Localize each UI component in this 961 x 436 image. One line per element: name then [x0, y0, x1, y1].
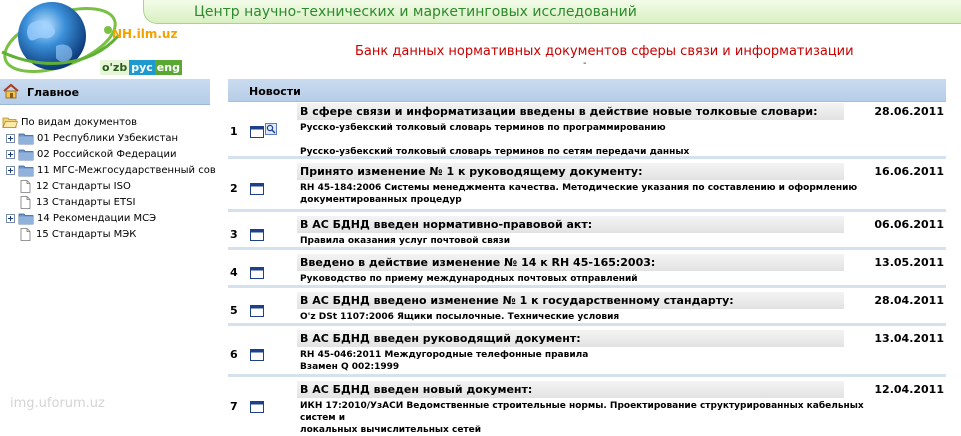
expand-icon[interactable] — [6, 166, 15, 175]
news-title[interactable]: В АС БДНД введено изменение № 1 к государственному стандарту: — [297, 292, 844, 309]
news-line[interactable]: Русско-узбекский толковый словарь терминов по сетям передачи данных — [300, 147, 690, 157]
news-number: 3 — [230, 228, 238, 241]
news-title[interactable]: В АС БДНД введен руководящий документ: — [297, 330, 844, 347]
tree-item-label: 14 Рекомендации МСЭ — [37, 212, 157, 224]
home-label: Главное — [27, 86, 80, 99]
tree-item-itu[interactable] — [6, 210, 210, 226]
header — [0, 0, 961, 78]
news-line-gap — [300, 134, 900, 146]
news-line[interactable]: Русско-узбекский толковый словарь терминов по программированию — [300, 123, 666, 133]
news-date: 06.06.2011 — [874, 218, 944, 231]
window-icon[interactable] — [250, 267, 264, 279]
tree-item-iso[interactable] — [6, 178, 210, 194]
news-date: 28.04.2011 — [874, 294, 944, 307]
news-item — [228, 162, 946, 212]
lang-uzbek-button[interactable]: o'zb — [102, 61, 128, 74]
tree-item-iec[interactable] — [6, 226, 210, 242]
tree-item-etsi[interactable] — [6, 194, 210, 210]
news-body — [300, 273, 900, 285]
news-title[interactable]: В АС БДНД введен нормативно-правовой акт: — [297, 216, 844, 233]
news-icons — [250, 349, 264, 361]
document-icon — [20, 180, 31, 193]
news-number: 4 — [230, 266, 238, 279]
news-number: 6 — [230, 348, 238, 361]
news-title[interactable]: Принято изменение № 1 к руководящему документу: — [297, 163, 844, 180]
watermark-text: img.uforum.uz — [10, 396, 105, 411]
news-line[interactable]: ИКН 17:2010/УзАСИ Ведомственные строительные нормы. Проектирование структурированных кабельных систем и — [300, 401, 864, 423]
news-line[interactable]: документированных процедур — [300, 195, 462, 205]
news-number: 2 — [230, 182, 238, 195]
expand-icon[interactable] — [6, 214, 15, 223]
news-icons — [250, 267, 264, 279]
news-line[interactable]: Руководство по приему международных почтовых отправлений — [300, 274, 638, 284]
news-date: 16.06.2011 — [874, 165, 944, 178]
tree-item-uzbekistan[interactable] — [6, 130, 210, 146]
news-item — [228, 329, 946, 377]
bank-title: Банк данных нормативных документов сферы связи и информатизации — [355, 44, 854, 59]
header-banner — [143, 0, 961, 24]
news-body — [300, 400, 900, 436]
news-line[interactable]: O'z DSt 1107:2006 Ящики посылочные. Технические условия — [300, 312, 620, 322]
home-icon — [3, 83, 19, 99]
news-body — [300, 182, 900, 206]
news-item — [228, 102, 946, 159]
window-icon[interactable] — [250, 401, 264, 413]
tree-item-label: 01 Республики Узбекистан — [37, 132, 179, 144]
tree-item-mgs[interactable] — [6, 162, 216, 178]
tree-item-russia[interactable] — [6, 146, 210, 162]
tree-item-label: 02 Российской Федерации — [37, 148, 177, 160]
news-icons — [250, 401, 264, 413]
news-date: 12.04.2011 — [874, 383, 944, 396]
news-line[interactable]: RH 45-046:2011 Междугородные телефонные правила — [300, 350, 589, 360]
tree-root[interactable] — [2, 114, 137, 130]
site-name[interactable]: NH.ilm.uz — [112, 27, 178, 41]
news-item — [228, 253, 946, 288]
expand-icon[interactable] — [6, 150, 15, 159]
news-title[interactable]: В АС БДНД введен новый документ: — [297, 381, 844, 398]
news-line[interactable]: Правила оказания услуг почтовой связи — [300, 236, 511, 246]
news-number: 7 — [230, 400, 238, 413]
window-icon[interactable] — [250, 229, 264, 241]
tree-item-label: 15 Стандарты МЭК — [36, 228, 137, 240]
news-item — [228, 215, 946, 250]
news-icons — [250, 305, 264, 317]
window-icon[interactable] — [250, 126, 264, 138]
folder-icon — [18, 212, 34, 225]
open-folder-icon — [2, 116, 18, 129]
news-body — [300, 235, 900, 247]
lang-russian-button[interactable]: рус — [131, 61, 153, 74]
expand-icon[interactable] — [6, 134, 15, 143]
document-icon — [20, 228, 31, 241]
tree-item-label: 11 МГС-Межгосударственный сов — [37, 164, 216, 176]
news-number: 1 — [230, 125, 238, 138]
tree-item-label: 12 Стандарты ISO — [36, 180, 131, 192]
news-icons — [250, 126, 277, 138]
news-body — [300, 122, 900, 158]
search-icon[interactable] — [265, 123, 277, 135]
news-number: 5 — [230, 304, 238, 317]
news-line[interactable]: локальных вычислительных сетей — [300, 425, 482, 435]
news-item — [228, 380, 946, 435]
news-date: 28.06.2011 — [874, 105, 944, 118]
window-icon[interactable] — [250, 183, 264, 195]
news-date: 13.05.2011 — [874, 256, 944, 269]
news-header — [228, 79, 946, 102]
news-title[interactable]: В сфере связи и информатизации введены в действие новые толковые словари: — [297, 103, 844, 120]
news-title[interactable]: Введено в действие изменение № 14 к RH 45-165:2003: — [297, 254, 844, 271]
news-line[interactable]: Взамен Q 002:1999 — [300, 362, 400, 372]
home-link[interactable] — [0, 79, 210, 105]
tree-item-label: 13 Стандарты ETSI — [36, 196, 136, 208]
news-icons — [250, 229, 264, 241]
bank-title-dash: - — [583, 58, 587, 69]
news-heading: Новости — [249, 85, 301, 98]
news-date: 13.04.2011 — [874, 332, 944, 345]
window-icon[interactable] — [250, 305, 264, 317]
language-switcher — [100, 60, 182, 75]
folder-icon — [18, 164, 34, 177]
folder-icon — [18, 148, 34, 161]
document-icon — [20, 196, 31, 209]
news-item — [228, 291, 946, 326]
window-icon[interactable] — [250, 349, 264, 361]
tree-root-label: По видам документов — [21, 116, 138, 128]
news-panel — [228, 79, 946, 435]
lang-english-button[interactable]: eng — [156, 61, 180, 74]
news-body — [300, 311, 900, 323]
news-line[interactable]: RH 45-184:2006 Системы менеджмента качества. Методические указания по составлению и оформлению — [300, 183, 858, 193]
sidebar — [0, 79, 216, 417]
news-body — [300, 349, 900, 373]
folder-icon — [18, 132, 34, 145]
header-title: Центр научно-технических и маркетинговых исследований — [194, 4, 637, 20]
news-icons — [250, 183, 264, 195]
